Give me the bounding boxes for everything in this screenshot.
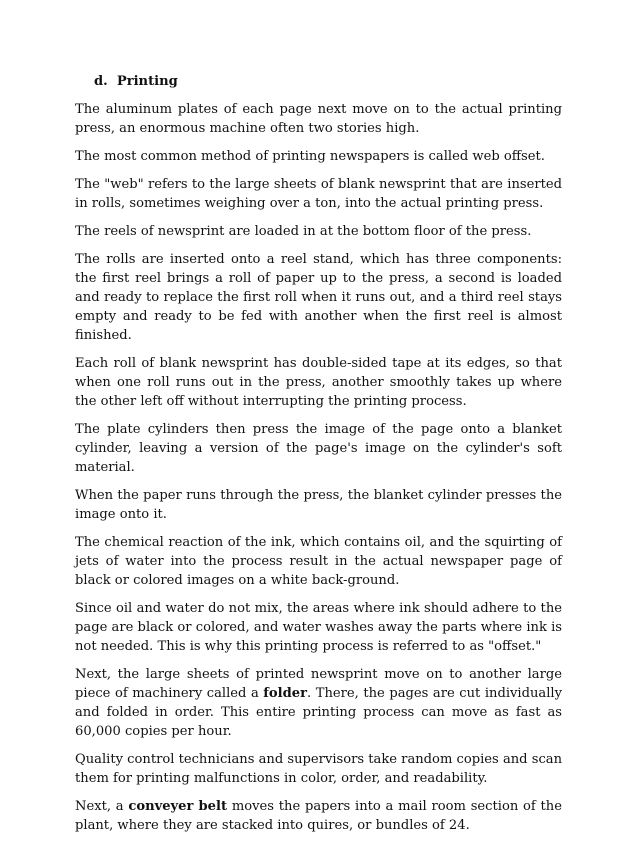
conveyer-term: conveyer belt bbox=[128, 799, 228, 814]
paragraph: When the paper runs through the press, the blanket cylinder presses the image onto it. bbox=[75, 488, 562, 522]
folder-text-after: . There, the pages are cut individually and folded in order. This entire printing process can move as fast as 60,000 copies per hour. bbox=[75, 686, 562, 739]
paragraph: The plate cylinders then press the image of the page onto a blanket cylinder, leaving a version of the page's image on the cylinder's soft material. bbox=[75, 422, 562, 475]
folder-term: folder bbox=[263, 686, 308, 701]
section-heading bbox=[94, 72, 562, 91]
conveyer-text-after: moves the papers into a mail room section of the plant, where they are stacked into quires, or bundles of 24. bbox=[75, 799, 562, 833]
folder-text-before: Next, the large sheets of printed newsprint move on to another large piece of machinery called a bbox=[75, 667, 562, 701]
quality-paragraph: Quality control technicians and supervisors take random copies and scan them for printing malfunctions in color, order, and readability. bbox=[75, 752, 563, 786]
section-label: d. bbox=[94, 74, 108, 89]
paragraph: The reels of newsprint are loaded in at the bottom floor of the press. bbox=[75, 224, 532, 239]
conveyer-text-before: Next, a bbox=[75, 799, 129, 814]
section-title: Printing bbox=[116, 74, 178, 89]
paragraph: The aluminum plates of each page next move on to the actual printing press, an enormous machine often two stories high. bbox=[75, 102, 562, 136]
paragraph: Each roll of blank newsprint has double-sided tape at its edges, so that when one roll runs out in the press, another smoothly takes up where the other left off without interrupting the printing process. bbox=[75, 356, 562, 409]
document-page bbox=[75, 72, 562, 844]
conveyer-paragraph bbox=[75, 797, 562, 835]
folder-paragraph bbox=[75, 665, 562, 741]
paragraph: The most common method of printing newspapers is called web offset. bbox=[75, 149, 545, 164]
paragraph: The "web" refers to the large sheets of blank newsprint that are inserted in rolls, sometimes weighing over a ton, into the actual printing press. bbox=[75, 177, 562, 211]
paragraph: The rolls are inserted onto a reel stand, which has three components: the first reel brings a roll of paper up to the press, a second is loaded and ready to replace the first roll when it runs out, and a third reel stays empty and ready to be fed with another when the first reel is almost finished. bbox=[75, 252, 562, 343]
paragraph: The chemical reaction of the ink, which contains oil, and the squirting of jets of water into the process result in the actual newspaper page of black or colored images on a white back-ground. bbox=[75, 535, 562, 588]
paragraph: Since oil and water do not mix, the areas where ink should adhere to the page are black or colored, and water washes away the parts where ink is not needed. This is why this printing process is referred to as "offset." bbox=[75, 601, 562, 654]
